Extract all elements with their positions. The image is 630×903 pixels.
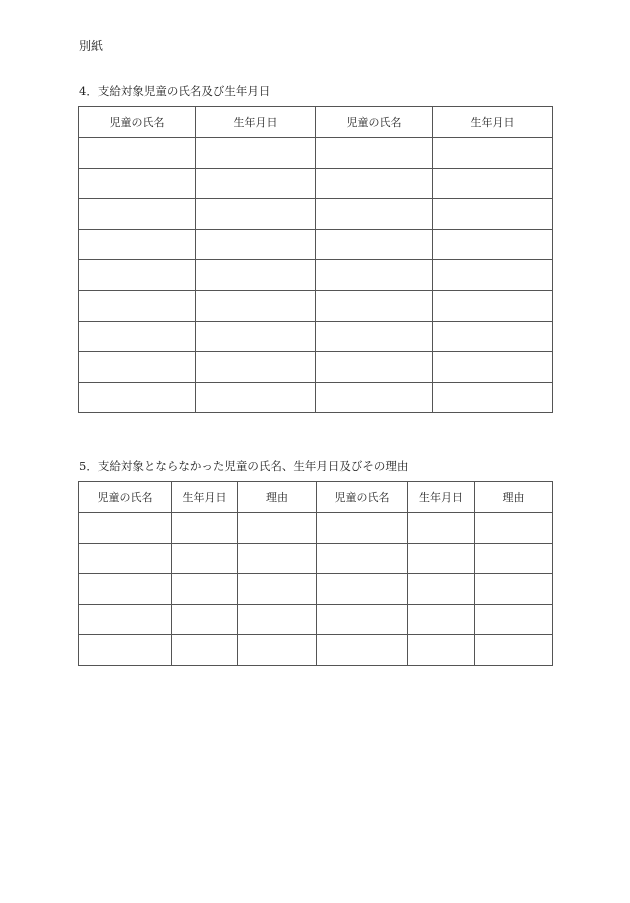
entry-cell[interactable] [196, 199, 316, 230]
entry-cell[interactable] [172, 513, 238, 544]
entry-cell[interactable] [317, 635, 408, 666]
entry-cell[interactable] [79, 574, 172, 605]
entry-cell[interactable] [433, 199, 553, 230]
header-birth-date: 生年月日 [408, 482, 475, 513]
table-row [79, 513, 553, 544]
entry-cell[interactable] [79, 199, 196, 230]
entry-cell[interactable] [79, 168, 196, 199]
entry-cell[interactable] [316, 290, 433, 321]
entry-cell[interactable] [316, 199, 433, 230]
page-label: 別紙 [79, 39, 104, 53]
entry-cell[interactable] [475, 635, 553, 666]
entry-cell[interactable] [79, 543, 172, 574]
section-4-title: 4．支給対象児童の氏名及び生年月日 [79, 84, 271, 98]
table-row [79, 543, 553, 574]
entry-cell[interactable] [79, 352, 196, 383]
entry-cell[interactable] [238, 635, 317, 666]
table-row [79, 260, 553, 291]
entry-cell[interactable] [79, 290, 196, 321]
header-child-name: 児童の氏名 [316, 107, 433, 138]
entry-cell[interactable] [433, 382, 553, 413]
section-5-title: 5．支給対象とならなかった児童の氏名、生年月日及びその理由 [79, 459, 409, 473]
entry-cell[interactable] [196, 290, 316, 321]
entry-cell[interactable] [172, 635, 238, 666]
table-row [79, 229, 553, 260]
entry-cell[interactable] [196, 321, 316, 352]
entry-cell[interactable] [408, 635, 475, 666]
entry-cell[interactable] [433, 352, 553, 383]
table-row [79, 382, 553, 413]
header-child-name: 児童の氏名 [79, 107, 196, 138]
header-birth-date: 生年月日 [433, 107, 553, 138]
table-row [79, 138, 553, 169]
entry-cell[interactable] [172, 543, 238, 574]
entry-cell[interactable] [79, 229, 196, 260]
table-row [79, 352, 553, 383]
entry-cell[interactable] [316, 229, 433, 260]
entry-cell[interactable] [408, 574, 475, 605]
table-row [79, 290, 553, 321]
entry-cell[interactable] [475, 574, 553, 605]
table-row [79, 321, 553, 352]
entry-cell[interactable] [196, 229, 316, 260]
entry-cell[interactable] [408, 543, 475, 574]
entry-cell[interactable] [79, 635, 172, 666]
table-header-row [79, 107, 553, 138]
header-birth-date: 生年月日 [196, 107, 316, 138]
entry-cell[interactable] [433, 290, 553, 321]
entry-cell[interactable] [475, 604, 553, 635]
header-reason: 理由 [238, 482, 317, 513]
header-reason: 理由 [475, 482, 553, 513]
entry-cell[interactable] [475, 543, 553, 574]
entry-cell[interactable] [316, 260, 433, 291]
entry-cell[interactable] [196, 138, 316, 169]
table-row [79, 604, 553, 635]
entry-cell[interactable] [317, 574, 408, 605]
table-header-row [79, 482, 553, 513]
entry-cell[interactable] [316, 352, 433, 383]
entry-cell[interactable] [79, 138, 196, 169]
table-row [79, 635, 553, 666]
entry-cell[interactable] [433, 260, 553, 291]
entry-cell[interactable] [79, 513, 172, 544]
table-body [79, 513, 553, 666]
entry-cell[interactable] [408, 513, 475, 544]
entry-cell[interactable] [196, 352, 316, 383]
table-row [79, 168, 553, 199]
entry-cell[interactable] [316, 168, 433, 199]
entry-cell[interactable] [172, 574, 238, 605]
entry-cell[interactable] [433, 138, 553, 169]
entry-cell[interactable] [316, 138, 433, 169]
table-body [79, 138, 553, 413]
entry-cell[interactable] [433, 229, 553, 260]
entry-cell[interactable] [238, 513, 317, 544]
table-row [79, 199, 553, 230]
entry-cell[interactable] [196, 168, 316, 199]
entry-cell[interactable] [196, 260, 316, 291]
eligible-children-table [78, 106, 553, 413]
entry-cell[interactable] [316, 321, 433, 352]
entry-cell[interactable] [238, 574, 317, 605]
entry-cell[interactable] [317, 513, 408, 544]
entry-cell[interactable] [475, 513, 553, 544]
entry-cell[interactable] [433, 168, 553, 199]
header-child-name: 児童の氏名 [317, 482, 408, 513]
entry-cell[interactable] [317, 604, 408, 635]
header-child-name: 児童の氏名 [79, 482, 172, 513]
entry-cell[interactable] [408, 604, 475, 635]
entry-cell[interactable] [238, 604, 317, 635]
entry-cell[interactable] [433, 321, 553, 352]
entry-cell[interactable] [317, 543, 408, 574]
entry-cell[interactable] [79, 321, 196, 352]
entry-cell[interactable] [196, 382, 316, 413]
entry-cell[interactable] [316, 382, 433, 413]
ineligible-children-table [78, 481, 553, 666]
entry-cell[interactable] [79, 260, 196, 291]
table-row [79, 574, 553, 605]
entry-cell[interactable] [79, 382, 196, 413]
entry-cell[interactable] [238, 543, 317, 574]
entry-cell[interactable] [172, 604, 238, 635]
header-birth-date: 生年月日 [172, 482, 238, 513]
entry-cell[interactable] [79, 604, 172, 635]
